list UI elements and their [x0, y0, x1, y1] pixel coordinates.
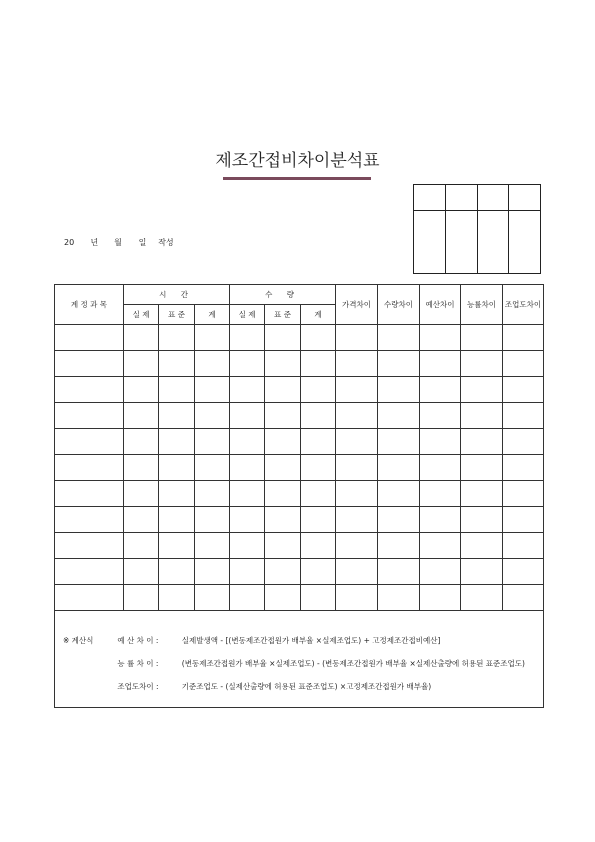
table-cell[interactable]	[503, 585, 544, 611]
table-cell[interactable]	[420, 533, 461, 559]
date-year: 년	[90, 238, 99, 247]
table-cell[interactable]	[195, 429, 230, 455]
approval-sign-cell[interactable]	[477, 211, 509, 274]
volume-variance-header: 조업도차이	[503, 285, 544, 325]
table-cell[interactable]	[265, 455, 301, 481]
approval-cell[interactable]	[509, 185, 541, 211]
table-cell[interactable]	[461, 481, 503, 507]
table-row	[55, 377, 544, 403]
table-cell[interactable]	[336, 507, 378, 533]
table-cell[interactable]	[230, 325, 265, 351]
table-cell[interactable]	[461, 455, 503, 481]
table-cell[interactable]	[55, 585, 124, 611]
table-cell[interactable]	[420, 429, 461, 455]
table-cell[interactable]	[124, 507, 159, 533]
table-cell[interactable]	[336, 559, 378, 585]
approval-sign-cell[interactable]	[445, 211, 477, 274]
table-cell[interactable]	[124, 455, 159, 481]
table-cell[interactable]	[230, 351, 265, 377]
table-cell[interactable]	[461, 377, 503, 403]
table-cell[interactable]	[230, 559, 265, 585]
table-cell[interactable]	[195, 455, 230, 481]
table-cell[interactable]	[124, 533, 159, 559]
approval-sign-cell[interactable]	[414, 211, 446, 274]
table-cell[interactable]	[265, 351, 301, 377]
volume-variance-term: 조업도차이 :	[117, 682, 159, 691]
table-cell[interactable]	[230, 481, 265, 507]
table-cell[interactable]	[195, 481, 230, 507]
table-cell[interactable]	[159, 533, 195, 559]
table-cell[interactable]	[265, 403, 301, 429]
table-cell[interactable]	[503, 403, 544, 429]
table-row	[55, 351, 544, 377]
table-cell[interactable]	[265, 429, 301, 455]
time-standard-header: 표 준	[159, 305, 195, 325]
table-cell[interactable]	[503, 481, 544, 507]
quantity-actual-header: 실 제	[230, 305, 265, 325]
table-cell[interactable]	[503, 325, 544, 351]
quantity-total-header: 계	[301, 305, 336, 325]
notes-label: ※ 계산식	[63, 636, 94, 645]
table-cell[interactable]	[124, 559, 159, 585]
table-cell[interactable]	[336, 429, 378, 455]
budget-variance-formula: 실제발생액 - [(변동제조간접원가 배부율 ×실제조업도) + 고정제조간접비예산]	[181, 636, 441, 645]
table-cell[interactable]	[420, 377, 461, 403]
table-cell[interactable]	[378, 351, 420, 377]
table-cell[interactable]	[55, 507, 124, 533]
table-cell[interactable]	[55, 351, 124, 377]
table-cell[interactable]	[461, 325, 503, 351]
budget-variance-header: 예산차이	[420, 285, 461, 325]
table-cell[interactable]	[195, 559, 230, 585]
formula-line-volume	[63, 675, 543, 698]
quantity-variance-header: 수량차이	[378, 285, 420, 325]
table-row	[55, 429, 544, 455]
table-row	[55, 585, 544, 611]
table-cell[interactable]	[420, 403, 461, 429]
table-cell[interactable]	[55, 481, 124, 507]
volume-variance-formula: 기준조업도 - (실제산출량에 허용된 표준조업도) ×고정제조간접원가 배부율)	[181, 682, 432, 691]
table-cell[interactable]	[378, 403, 420, 429]
table-cell[interactable]	[336, 325, 378, 351]
quantity-standard-header: 표 준	[265, 305, 301, 325]
table-cell[interactable]	[301, 403, 336, 429]
time-total-header: 계	[195, 305, 230, 325]
table-cell[interactable]	[461, 507, 503, 533]
table-cell[interactable]	[159, 507, 195, 533]
table-cell[interactable]	[265, 507, 301, 533]
table-cell[interactable]	[55, 377, 124, 403]
table-cell[interactable]	[265, 481, 301, 507]
table-cell[interactable]	[55, 559, 124, 585]
table-cell[interactable]	[265, 377, 301, 403]
table-cell[interactable]	[301, 507, 336, 533]
table-cell[interactable]	[503, 559, 544, 585]
table-cell[interactable]	[461, 533, 503, 559]
time-actual-header: 실 제	[124, 305, 159, 325]
table-cell[interactable]	[55, 429, 124, 455]
date-line	[64, 237, 174, 248]
document-title: 제조간접비차이분석표	[215, 151, 380, 171]
table-cell[interactable]	[301, 377, 336, 403]
table-cell[interactable]	[230, 507, 265, 533]
table-cell[interactable]	[461, 559, 503, 585]
date-day: 일	[138, 238, 147, 247]
table-cell[interactable]	[301, 533, 336, 559]
table-cell[interactable]	[195, 585, 230, 611]
table-cell[interactable]	[159, 559, 195, 585]
table-cell[interactable]	[301, 351, 336, 377]
table-cell[interactable]	[301, 429, 336, 455]
time-header: 시 간	[124, 285, 230, 305]
table-cell[interactable]	[124, 429, 159, 455]
table-cell[interactable]	[420, 351, 461, 377]
table-cell[interactable]	[336, 351, 378, 377]
table-cell[interactable]	[195, 507, 230, 533]
formula-notes	[55, 611, 544, 708]
variance-analysis-table	[54, 284, 544, 708]
approval-sign-cell[interactable]	[509, 211, 541, 274]
table-cell[interactable]	[420, 585, 461, 611]
table-cell[interactable]	[230, 377, 265, 403]
table-cell[interactable]	[336, 481, 378, 507]
table-cell[interactable]	[230, 585, 265, 611]
table-cell[interactable]	[378, 481, 420, 507]
table-cell[interactable]	[336, 585, 378, 611]
title-underline	[223, 177, 371, 180]
table-cell[interactable]	[195, 377, 230, 403]
table-cell[interactable]	[420, 455, 461, 481]
table-cell[interactable]	[159, 403, 195, 429]
table-cell[interactable]	[195, 403, 230, 429]
table-cell[interactable]	[420, 481, 461, 507]
approval-cell[interactable]	[414, 185, 446, 211]
table-cell[interactable]	[378, 429, 420, 455]
table-cell[interactable]	[195, 351, 230, 377]
table-cell[interactable]	[301, 585, 336, 611]
table-cell[interactable]	[301, 455, 336, 481]
table-cell[interactable]	[301, 559, 336, 585]
table-cell[interactable]	[55, 455, 124, 481]
table-cell[interactable]	[230, 429, 265, 455]
approval-cell[interactable]	[445, 185, 477, 211]
table-cell[interactable]	[378, 377, 420, 403]
table-cell[interactable]	[461, 585, 503, 611]
table-cell[interactable]	[195, 325, 230, 351]
table-cell[interactable]	[55, 403, 124, 429]
date-year-prefix: 20	[64, 238, 75, 247]
table-cell[interactable]	[461, 351, 503, 377]
table-cell[interactable]	[503, 377, 544, 403]
table-cell[interactable]	[159, 325, 195, 351]
table-cell[interactable]	[378, 533, 420, 559]
table-cell[interactable]	[124, 351, 159, 377]
formula-line-budget	[63, 629, 543, 652]
efficiency-variance-header: 능률차이	[461, 285, 503, 325]
table-cell[interactable]	[378, 507, 420, 533]
table-cell[interactable]	[336, 377, 378, 403]
table-cell[interactable]	[301, 325, 336, 351]
table-cell[interactable]	[159, 481, 195, 507]
table-cell[interactable]	[124, 403, 159, 429]
table-cell[interactable]	[124, 325, 159, 351]
table-cell[interactable]	[301, 481, 336, 507]
table-cell[interactable]	[265, 325, 301, 351]
table-cell[interactable]	[159, 455, 195, 481]
efficiency-variance-formula: (변동제조간접원가 배부율 ×실제조업도) - (변동제조간접원가 배부율 ×실제산출량에 허용된 표준조업도)	[181, 659, 525, 668]
table-row	[55, 403, 544, 429]
table-cell[interactable]	[124, 481, 159, 507]
table-cell[interactable]	[55, 325, 124, 351]
table-cell[interactable]	[265, 585, 301, 611]
table-cell[interactable]	[159, 377, 195, 403]
table-cell[interactable]	[378, 455, 420, 481]
table-cell[interactable]	[230, 455, 265, 481]
table-cell[interactable]	[336, 403, 378, 429]
table-cell[interactable]	[336, 455, 378, 481]
formula-line-efficiency	[63, 652, 543, 675]
table-cell[interactable]	[503, 429, 544, 455]
table-row	[55, 533, 544, 559]
price-variance-header: 가격차이	[336, 285, 378, 325]
table-row	[55, 481, 544, 507]
table-cell[interactable]	[420, 325, 461, 351]
table-cell[interactable]	[378, 559, 420, 585]
budget-variance-term: 예 산 차 이 :	[117, 636, 159, 645]
table-cell[interactable]	[503, 533, 544, 559]
date-written: 작성	[158, 238, 174, 247]
table-cell[interactable]	[55, 533, 124, 559]
table-cell[interactable]	[124, 585, 159, 611]
table-cell[interactable]	[378, 585, 420, 611]
table-row	[55, 559, 544, 585]
table-cell[interactable]	[503, 351, 544, 377]
table-cell[interactable]	[461, 403, 503, 429]
table-cell[interactable]	[503, 507, 544, 533]
approval-cell[interactable]	[477, 185, 509, 211]
efficiency-variance-term: 능 률 차 이 :	[117, 659, 159, 668]
table-cell[interactable]	[265, 559, 301, 585]
table-cell[interactable]	[195, 533, 230, 559]
table-cell[interactable]	[159, 351, 195, 377]
table-cell[interactable]	[124, 377, 159, 403]
date-month: 월	[114, 238, 122, 247]
table-cell[interactable]	[420, 507, 461, 533]
table-cell[interactable]	[420, 559, 461, 585]
table-row	[55, 325, 544, 351]
table-row	[55, 507, 544, 533]
table-cell[interactable]	[230, 533, 265, 559]
table-cell[interactable]	[159, 585, 195, 611]
table-cell[interactable]	[265, 533, 301, 559]
table-cell[interactable]	[159, 429, 195, 455]
approval-box	[413, 184, 541, 274]
table-cell[interactable]	[378, 325, 420, 351]
table-cell[interactable]	[336, 533, 378, 559]
table-cell[interactable]	[230, 403, 265, 429]
item-header: 계 정 과 목	[55, 285, 124, 325]
table-cell[interactable]	[461, 429, 503, 455]
table-cell[interactable]	[503, 455, 544, 481]
quantity-header: 수 량	[230, 285, 336, 305]
table-row	[55, 455, 544, 481]
